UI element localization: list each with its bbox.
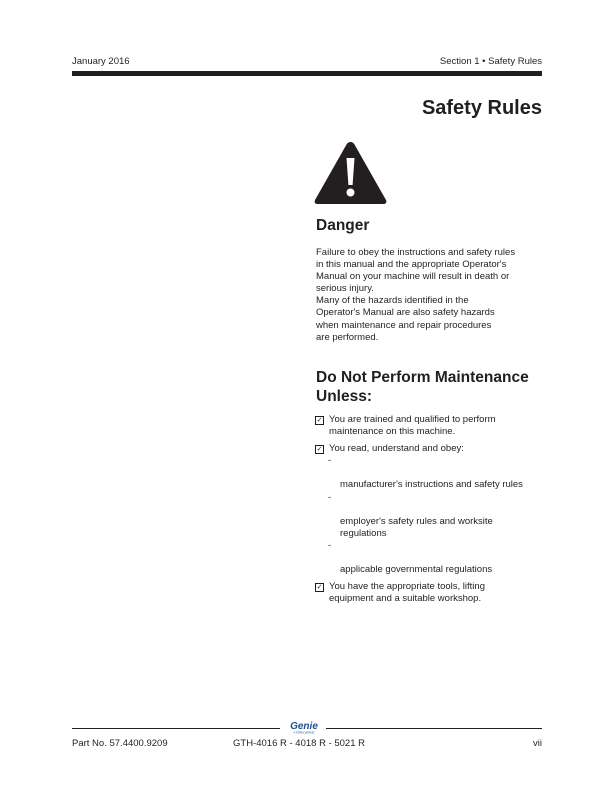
page-title: Safety Rules — [421, 97, 542, 119]
subitem-text: manufacturer's instructions and safety rules — [340, 479, 523, 491]
dash-bullet: - — [328, 539, 332, 551]
checklist-item — [315, 414, 547, 438]
checkbox-checked-icon: ✓ — [316, 446, 323, 454]
footer-rule-left — [72, 728, 280, 729]
checklist-subitems — [328, 455, 547, 576]
checkbox-checked-icon: ✓ — [316, 417, 323, 424]
checklist-item-text: You have the appropriate tools, lifting equipment and a suitable workshop. — [329, 581, 485, 605]
dash-bullet: - — [328, 455, 332, 467]
header-date: January 2016 — [72, 56, 130, 67]
dash-bullet: - — [328, 491, 332, 503]
checklist-item-text: You are trained and qualified to perform maintenance on this machine. — [329, 414, 496, 438]
checklist-subitem — [328, 492, 547, 540]
subitem-text: employer's safety rules and worksite regulations — [340, 515, 493, 539]
header-section: Section 1 • Safety Rules — [439, 56, 542, 67]
danger-text: Failure to obey the instructions and safety rules in this manual and the appropriate Operator's Manual on your machine will result in death or serious injury. Many of the hazards identified in the Operator's Manual are also safety hazards when maintenance and repair procedures are performed. — [316, 247, 516, 343]
checklist-item — [315, 581, 547, 605]
checklist-item-text: You read, understand and obey: — [329, 443, 464, 455]
checklist-subitem — [328, 455, 547, 491]
footer-rule-right — [326, 728, 542, 729]
genie-logo — [283, 720, 325, 734]
footer-models: GTH-4016 R - 4018 R - 5021 R — [233, 738, 366, 749]
checklist-subitem — [328, 540, 547, 576]
maintenance-checklist — [315, 414, 547, 610]
checkbox-checked-icon: ✓ — [316, 584, 323, 592]
header-rule — [72, 71, 542, 76]
footer-page-number: vii — [533, 738, 542, 749]
checklist-item — [315, 443, 547, 576]
danger-heading: Danger — [316, 217, 370, 234]
maintenance-heading: Do Not Perform Maintenance Unless: — [316, 369, 529, 405]
warning-triangle-icon — [313, 140, 388, 206]
logo-subtitle: A TEREX BRAND — [293, 731, 315, 734]
logo-wordmark: Genie — [290, 721, 318, 732]
footer-part-number: Part No. 57.4400.9209 — [72, 738, 168, 749]
subitem-text: applicable governmental regulations — [340, 564, 493, 576]
